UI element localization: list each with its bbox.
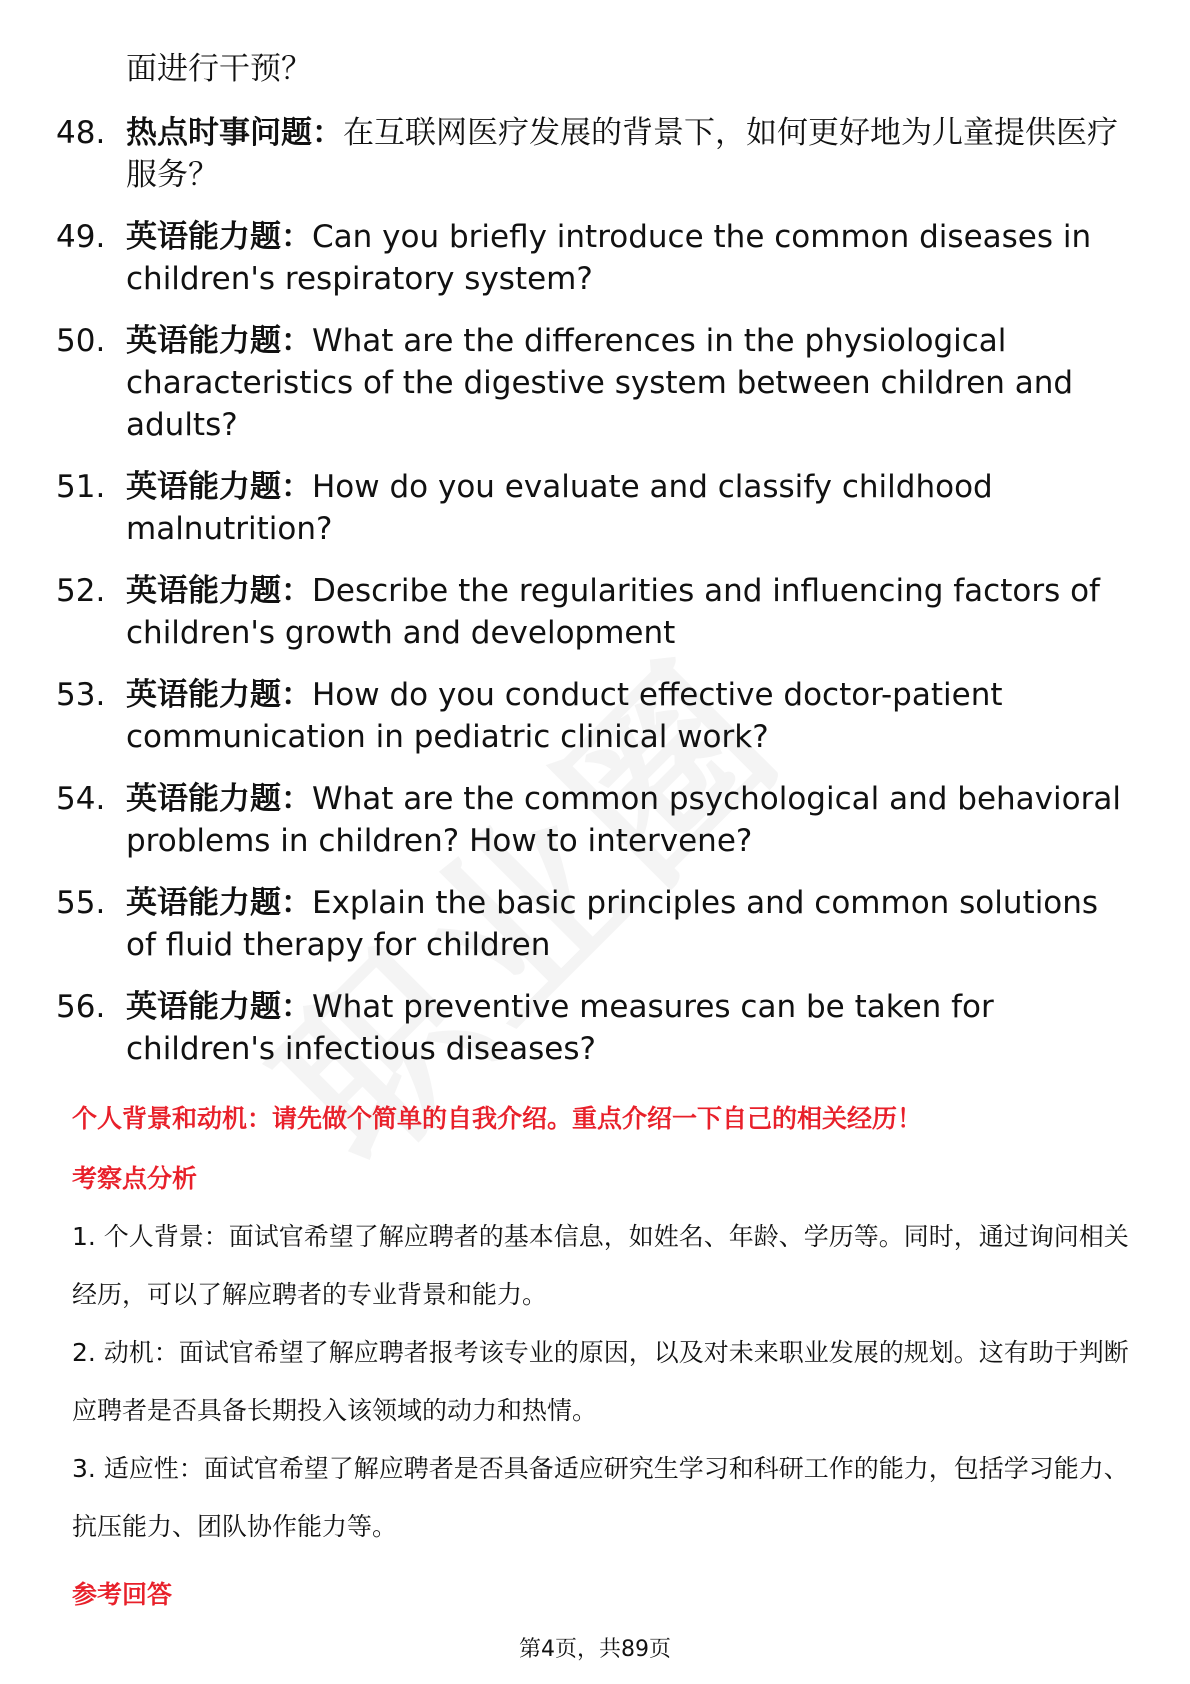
question-text: Explain the basic principles and common solutions of fluid therapy for children <box>126 885 1099 963</box>
question-text: What are the differences in the physiological characteristics of the digestive system between children and adults? <box>126 323 1074 443</box>
question-category: 英语能力题： <box>126 323 312 359</box>
question-body <box>126 466 1136 550</box>
analysis-item: 1. 个人背景：面试官希望了解应聘者的基本信息，如姓名、年龄、学历等。同时，通过询问相关经历，可以了解应聘者的专业背景和能力。 <box>72 1222 1129 1309</box>
question-item-50 <box>56 320 1136 446</box>
question-number: 53. <box>56 677 106 713</box>
question-item-48 <box>56 112 1136 196</box>
question-item-53 <box>56 674 1136 758</box>
question-number: 54. <box>56 781 106 817</box>
question-category: 热点时事问题： <box>126 115 343 151</box>
section-title: 个人背景和动机：请先做个简单的自我介绍。重点介绍一下自己的相关经历！ <box>72 1104 923 1133</box>
question-number: 51. <box>56 469 106 505</box>
question-item-56 <box>56 986 1136 1070</box>
question-text: What are the common psychological and behavioral problems in children? How to intervene? <box>126 781 1121 859</box>
question-text: How do you conduct effective doctor-patient communication in pediatric clinical work? <box>126 677 1003 755</box>
question-body <box>126 570 1136 654</box>
question-category: 英语能力题： <box>126 677 312 713</box>
question-body <box>126 674 1136 758</box>
question-number: 48. <box>56 115 106 151</box>
question-text: What preventive measures can be taken for children's infectious diseases? <box>126 989 994 1067</box>
question-number: 50. <box>56 323 106 359</box>
question-number: 49. <box>56 219 106 255</box>
question-text: How do you evaluate and classify childhood malnutrition? <box>126 469 993 547</box>
question-item-54 <box>56 778 1136 862</box>
analysis-heading: 考察点分析 <box>72 1164 198 1193</box>
question-number: 56. <box>56 989 106 1025</box>
question-body <box>126 986 1136 1070</box>
question-item-51 <box>56 466 1136 550</box>
question-text: Describe the regularities and influencing factors of children's growth and development <box>126 573 1100 651</box>
analysis-list <box>72 1208 1132 1556</box>
question-item-55 <box>56 882 1136 966</box>
analysis-item: 3. 适应性：面试官希望了解应聘者是否具备适应研究生学习和科研工作的能力，包括学习能力、抗压能力、团队协作能力等。 <box>72 1454 1129 1541</box>
question-text: 在互联网医疗发展的背景下，如何更好地为儿童提供医疗服务？ <box>126 115 1118 193</box>
question-number: 55. <box>56 885 106 921</box>
question-body <box>126 882 1136 966</box>
analysis-item: 2. 动机：面试官希望了解应聘者报考该专业的原因，以及对未来职业发展的规划。这有助于判断应聘者是否具备长期投入该领域的动力和热情。 <box>72 1338 1129 1425</box>
question-body <box>126 112 1136 196</box>
question-body <box>126 320 1136 446</box>
question-category: 英语能力题： <box>126 885 312 921</box>
question-category: 英语能力题： <box>126 781 312 817</box>
page-footer: 第4页，共89页 <box>519 1637 671 1662</box>
question-list <box>56 112 1136 1090</box>
question-category: 英语能力题： <box>126 219 312 255</box>
question-item-49 <box>56 216 1136 300</box>
question-category: 英语能力题： <box>126 573 312 609</box>
question-number: 52. <box>56 573 106 609</box>
question-category: 英语能力题： <box>126 469 312 505</box>
question-continuation: 面进行干预？ <box>126 51 312 87</box>
reference-heading: 参考回答 <box>72 1580 173 1609</box>
question-category: 英语能力题： <box>126 989 312 1025</box>
question-item-52 <box>56 570 1136 654</box>
question-body <box>126 778 1136 862</box>
question-text: Can you briefly introduce the common diseases in children's respiratory system? <box>126 219 1092 297</box>
question-body <box>126 216 1136 300</box>
